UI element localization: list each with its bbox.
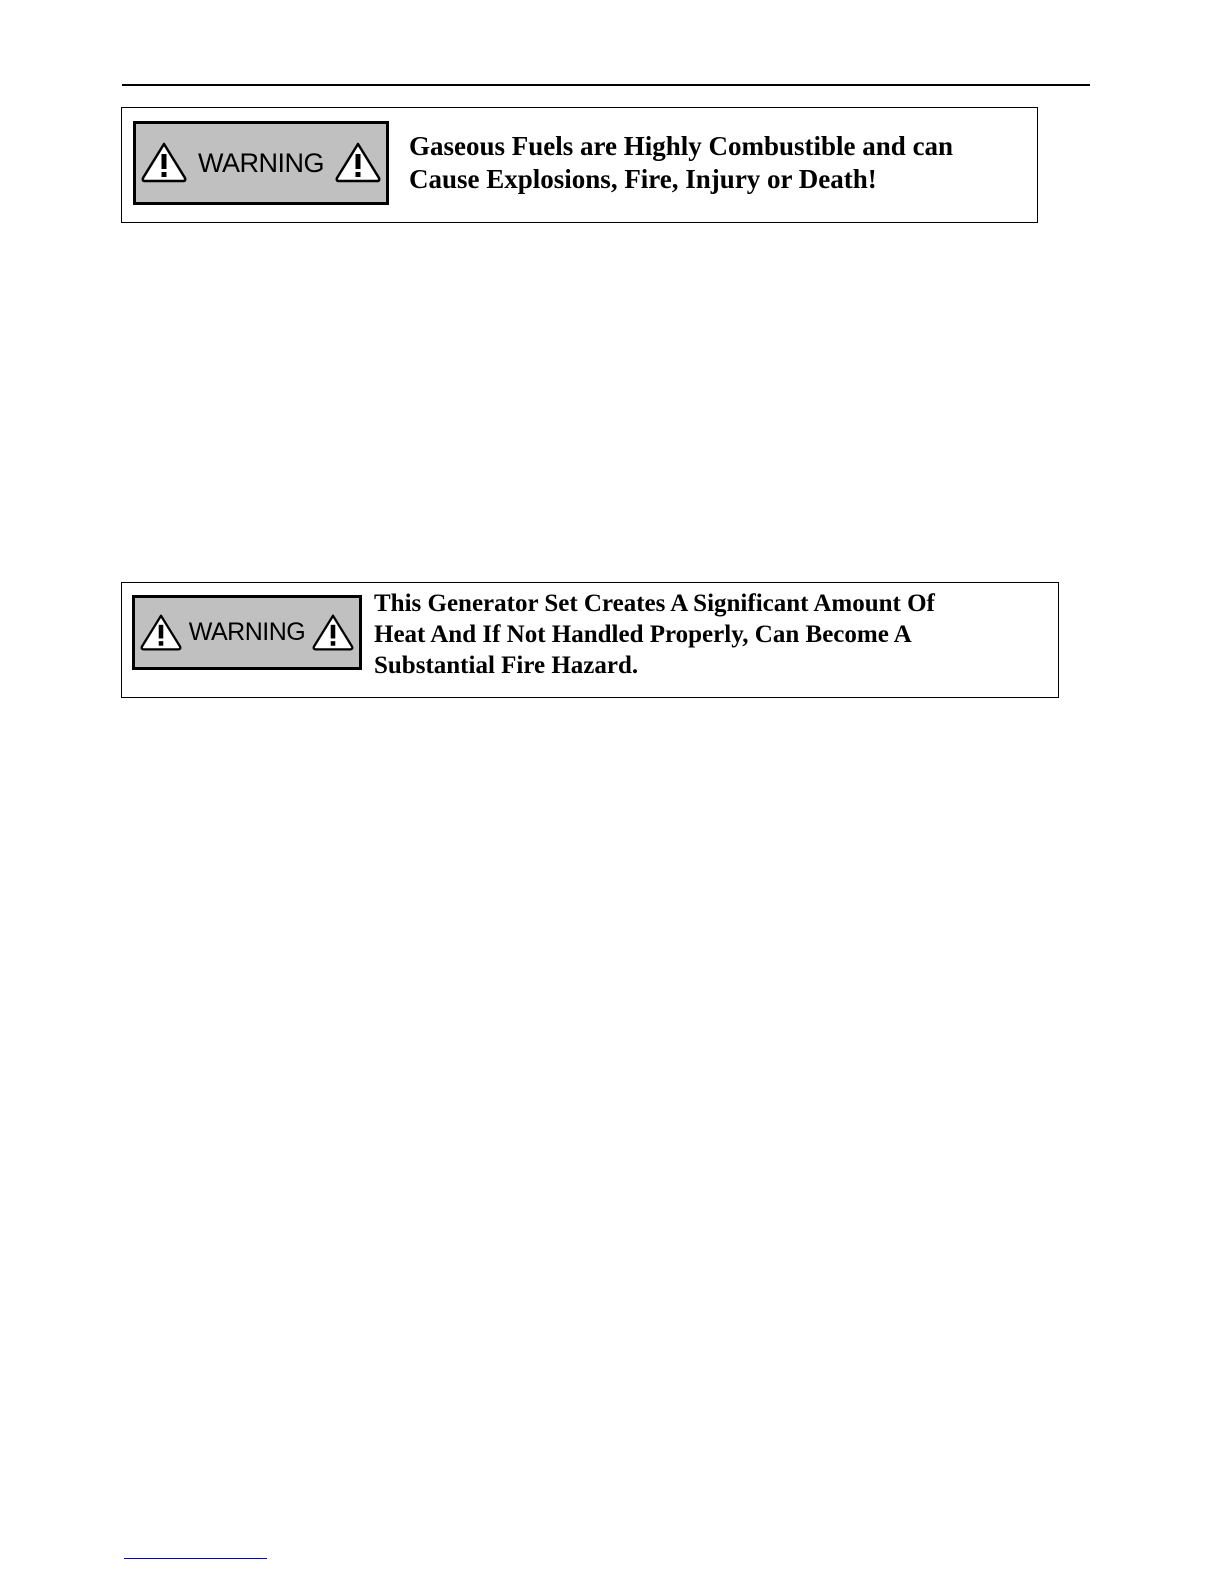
warning-message (409, 130, 1029, 196)
warning-label-text: WARNING (188, 618, 306, 646)
warning-label-badge (133, 121, 389, 205)
heat-warning-box (121, 582, 1059, 698)
warning-message-line: Cause Explosions, Fire, Injury or Death! (409, 164, 877, 194)
warning-message-line: Heat And If Not Handled Properly, Can Become A (374, 621, 912, 648)
header-divider (122, 84, 1090, 86)
warning-triangle-icon (139, 613, 183, 653)
warning-message-line: Gaseous Fuels are Highly Combustible and can (409, 131, 954, 161)
warning-label-badge (132, 595, 362, 670)
warning-triangle-icon (334, 141, 382, 185)
fuel-warning-box (121, 107, 1038, 223)
warning-message (374, 588, 1034, 681)
footnote-divider (124, 1558, 267, 1559)
warning-label-text: WARNING (198, 147, 324, 178)
warning-triangle-icon (140, 141, 188, 185)
warning-triangle-icon (311, 613, 355, 653)
warning-message-line: Substantial Fire Hazard. (374, 652, 639, 679)
warning-message-line: This Generator Set Creates A Significant Amount Of (374, 590, 935, 617)
